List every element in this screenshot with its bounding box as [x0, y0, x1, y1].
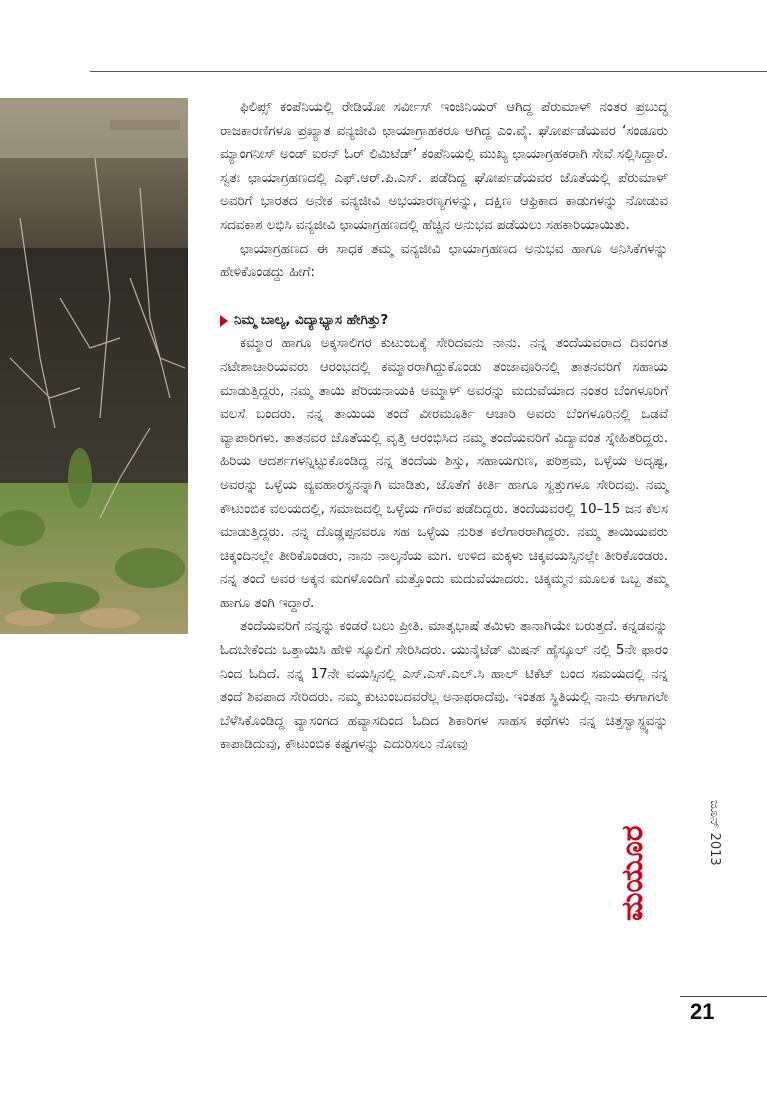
- article-body: [220, 96, 668, 757]
- question-heading: [220, 309, 668, 333]
- page-number: 21: [690, 999, 715, 1024]
- answer-paragraph-2: ತಂದೆಯವರಿಗೆ ನನ್ನನ್ನು ಕಂಡರೆ ಬಲು ಪ್ರೀತಿ. ಮಾತೃಭಾಷೆ ತಮಿಳು ತಾನಾಗಿಯೇ ಬರುತ್ತದೆ. ಕನ್ನಡವನ್ನು ಓದಬೇಕೆಂದು ಒತ್ತಾಯಿಸಿ ಹೇಳಿ ಸ್ಕೂಲಿಗೆ ಸೇರಿಸಿದರು. ಯುನೈಟೆಡ್ ಮಿಷನ್ ಹೈಸ್ಕೂಲ್ ನಲ್ಲಿ 5ನೇ ಫಾರಂ ನಿಂದ ಓದಿದೆ. ನನ್ನ 17ನೇ ವಯಸ್ಸಿನಲ್ಲಿ ಎಸ್.ಎಸ್.ಎಲ್.ಸಿ ಹಾಲ್ ಟಿಕೆಟ್ ಬಂದ ಸಮಯದಲ್ಲಿ ನನ್ನ ತಂದೆ ಶಿವಪಾದ ಸೇರಿದರು. ನಮ್ಮ ಕುಟುಂಬದವರೆಲ್ಲ ಅನಾಥರಾದೆವು. ಇಂತಹ ಸ್ಥಿತಿಯಲ್ಲಿ ನಾನು ಈಗಾಗಲೇ ಬೆಳೆಸಿಕೊಂಡಿದ್ದ ವ್ಯಾಸಂಗದ ಹವ್ಯಾಸದಿಂದ ಓದಿದ ಶಿಕಾರಿಗಳ ಸಾಹಸ ಕಥೆಗಳು ನನ್ನ ಚಿತ್ತಸ್ವಾಸ್ಥ್ಯವನ್ನು ಕಾಪಾಡಿದುವು, ಕೌಟುಂಬಿಕ ಕಷ್ಟಗಳನ್ನು ಎದುರಿಸಲು ನೋವು: [220, 618, 668, 753]
- question-text: ನಿಮ್ಮ ಬಾಲ್ಯ, ವಿದ್ಯಾಭ್ಯಾಸ ಹೇಗಿತ್ತು?: [234, 311, 389, 328]
- magazine-masthead: [615, 800, 722, 988]
- answer-paragraph-1: ಕಮ್ಮಾರ ಹಾಗೂ ಅಕ್ಕಸಾಲಿಗರ ಕುಟುಂಬಕ್ಕೆ ಸೇರಿದವನು ನಾನು. ನನ್ನ ತಂದೆಯವರಾದ ದಿವಂಗತ ನಟೇಶಾಚಾರಿಯವರು ಆರಂಭದಲ್ಲಿ ಕಮ್ಮಾರರಾಗಿದ್ದುಕೊಂಡು ತಂಜಾವೂರಿನಲ್ಲಿ ತಾತನವರಿಗೆ ಸಹಾಯ ಮಾಡುತ್ತಿದ್ದರು, ನಮ್ಮ ತಾಯಿ ಪೆರಿಯನಾಯಕಿ ಅಮ್ಮಾಳ್ ಅವರನ್ನು ಮದುವೆಯಾದ ನಂತರ ಬೆಂಗಳೂರಿಗೆ ವಲಸೆ ಬಂದರು. ನನ್ನ ತಾಯಿಯ ತಂದೆ ವೀರಮೂರ್ತಿ ಆಚಾರಿ ಅವರು ಬೆಂಗಳೂರಿನಲ್ಲಿ ಒಡವೆ ವ್ಯಾಪಾರಿಗಳು. ತಾತನವರ ಜೊತೆಯಲ್ಲಿ ವೃತ್ತಿ ಆರಂಭಿಸಿದ ನಮ್ಮ ತಂದೆಯವರಿಗೆ ವಿದ್ಯಾವಂತ ಸ್ನೇಹಿತರಿದ್ದರು. ಹಿರಿಯ ಆದರ್ಶಗಳನ್ನಿಟ್ಟುಕೊಂಡಿದ್ದ ನನ್ನ ತಂದೆಯ ಶಿಸ್ತು, ಸಹಾಯಗುಣ, ಪರಿಶ್ರಮ, ಒಳ್ಳೆಯ ಅದೃಷ್ಟ, ಅವರನ್ನು ಒಳ್ಳೆಯ ವ್ಯವಹಾರಸ್ಥನನ್ನಾಗಿ ಮಾಡಿತು, ಜೊತೆಗೆ ಕೀರ್ತಿ ಹಾಗೂ ಸ್ವತ್ತುಗಳೂ ಸೇರಿದವು. ನಮ್ಮ ಕೌಟುಂಬಿಕ ವಲಯದಲ್ಲಿ, ಸಮಾಜದಲ್ಲಿ ಒಳ್ಳೆಯ ಗೌರವ ಪಡೆದಿದ್ದರು. ತಂದೆಯವರಲ್ಲಿ 10–15 ಜನ ಕೆಲಸ ಮಾಡುತ್ತಿದ್ದರು. ನನ್ನ ದೊಡ್ಡಪ್ಪನವರೂ ಸಹ ಒಳ್ಳೆಯ ನುರಿತ ಕಲೆಗಾರರಾಗಿದ್ದರು. ನಮ್ಮ ತಾಯಿಯವರು ಚಿಕ್ಕಂದಿನಲ್ಲೇ ತೀರಿಕೊಂಡರು, ನಾನು ನಾಲ್ಕನೆಯ ಮಗ. ಉಳಿದ ಮಕ್ಕಳು ಚಿಕ್ಕವಯಸ್ಸಿನಲ್ಲೇ ತೀರಿಕೊಂಡರು. ನನ್ನ ತಂದೆ ಅವರ ಅಕ್ಕನ ಮಗಳೊಂದಿಗೆ ಮತ್ತೊಂದು ಮದುವೆಯಾದರು. ಚಿಕ್ಕಮ್ಮನ ಮೂಲಕ ಒಬ್ಬ ತಮ್ಮ ಹಾಗೂ ತಂಗಿ ಇದ್ದಾರೆ.: [220, 335, 668, 611]
- page-number-rule: [680, 996, 767, 997]
- top-rule: [90, 71, 767, 72]
- pond-scene-image: [0, 98, 188, 634]
- intro-paragraph: ಫಿಲಿಪ್ಸ್ ಕಂಪೆನಿಯಲ್ಲಿ ರೇಡಿಯೋ ಸರ್ವೀಸ್ ಇಂಜಿನಿಯರ್ ಆಗಿದ್ದ ಪೆರುಮಾಳ್ ನಂತರ ಪ್ರಬುದ್ಧ ರಾಜಕಾರಣಿಗಳೂ ಪ್ರಖ್ಯಾತ ವನ್ಯಜೀವಿ ಛಾಯಾಗ್ರಾಹಕರೂ ಆಗಿದ್ದ ಎಂ.ವೈ. ಘೋರ್ಪಡೆಯವರ ‘ಸಂಡೂರು ಮ್ಯಾಂಗನೀಸ್ ಅಂಡ್ ಐರನ್ ಓರ್ ಲಿಮಿಟೆಡ್’ ಕಂಪೆನಿಯಲ್ಲಿ ಮುಖ್ಯ ಛಾಯಾಗ್ರಹಕರಾಗಿ ಸೇವೆ ಸಲ್ಲಿಸಿದ್ದಾರೆ. ಸ್ವತಃ ಛಾಯಾಗ್ರಹಣದಲ್ಲಿ ಎಫ್.ಆರ್.ಪಿ.ಎಸ್. ಪಡೆದಿದ್ದ ಘೋರ್ಪಡೆಯವರ ಜೊತೆಯಲ್ಲಿ ಪೆರುಮಾಳ್ ಅವರಿಗೆ ಭಾರತದ ಅನೇಕ ವನ್ಯಜೀವಿ ಅಭಯಾರಣ್ಯಗಳನ್ನು, ದಕ್ಷಿಣ ಆಫ್ರಿಕಾದ ಕಾಡುಗಳನ್ನು ನೋಡುವ ಸದವಕಾಶ ಲಭಿಸಿ ವನ್ಯಜೀವಿ ಛಾಯಾಗ್ರಹಣದಲ್ಲಿ ಹೆಚ್ಚಿನ ಅನುಭವ ಪಡೆಯಲು ಸಹಕಾರಿಯಾಯಿತು.: [220, 99, 668, 233]
- wildlife-photo: [0, 98, 188, 634]
- triangle-bullet-icon: [220, 315, 228, 327]
- masthead-title: ಮಯೂರ: [615, 825, 650, 921]
- intro-paragraph-2: ಛಾಯಾಗ್ರಹಣದ ಈ ಸಾಧಕ ತಮ್ಮ ವನ್ಯಜೀವಿ ಛಾಯಾಗ್ರಹಣದ ಅನುಭವ ಹಾಗೂ ಅನಿಸಿಕೆಗಳನ್ನು ಹೇಳಿಕೊಂಡದ್ದು ಹೀಗೆ:: [220, 240, 668, 281]
- issue-date: ಜೂನ್ 2013: [707, 800, 722, 866]
